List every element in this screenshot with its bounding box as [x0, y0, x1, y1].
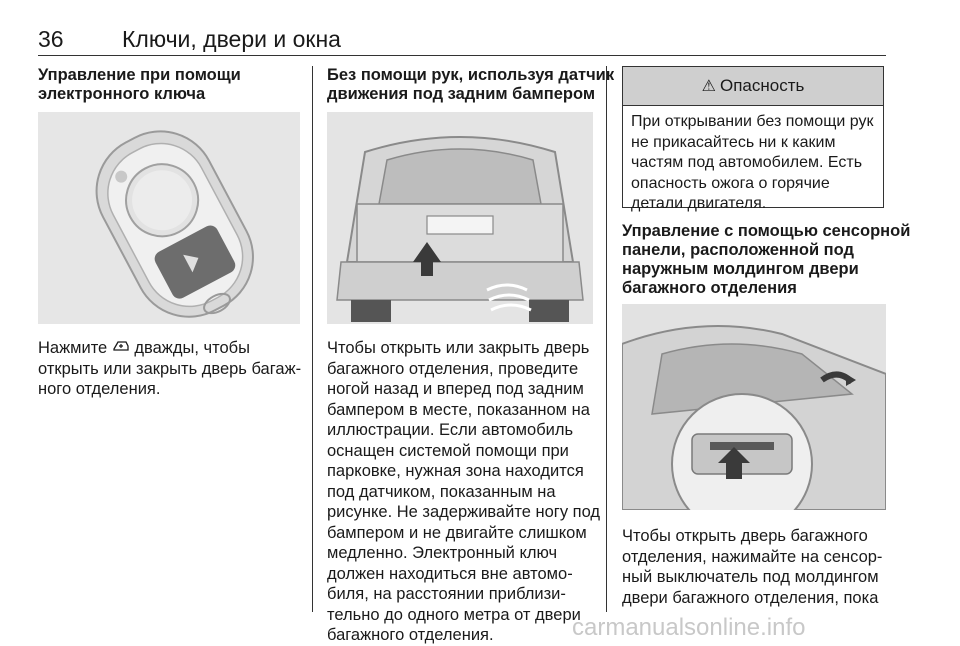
col2-text: Чтобы открыть или закрыть дверь багажного отделения, проведите ногой назад и вперед под задним бампером в месте, показанном на иллюстрации. Если автомобиль оснащен системой помощи при парковке, нужная зона находится под датчиком, показанным на рисунке. Не задерживайте ногу под бампером и не двигайте слишком медленно. Электронный ключ должен находиться вне автомо- биля, на расстоянии приблизи- тельно до одного метра от двери багажного отделения.: [327, 339, 601, 644]
page-number: 36: [38, 26, 64, 52]
warning-header: [623, 67, 883, 106]
touch-panel-illustration: [622, 304, 886, 510]
section-heading-electronic-key: Управление при помощи электронного ключа: [38, 66, 241, 103]
column-divider-1: [312, 66, 313, 612]
warning-text: При открывании без помощи рук не прикасайтесь ни к каким частям под автомобилем. Есть опасность ожога о горячие детали двигателя.: [631, 113, 874, 212]
col1-text: Нажмите дважды, чтобы открыть или закрыть дверь багаж- ного отделения.: [38, 339, 302, 398]
tailgate-hand-icon: [112, 338, 130, 359]
header-rule: [38, 55, 886, 56]
watermark: carmanualsonline.info: [572, 614, 806, 641]
page-title: Ключи, двери и окна: [122, 26, 341, 52]
rear-bumper-sensor-illustration: [327, 112, 593, 324]
key-fob-illustration: [38, 112, 300, 324]
warning-box: [622, 66, 884, 212]
column-divider-2: [606, 66, 607, 612]
col3-text: Чтобы открыть дверь багажного отделения, нажимайте на сенсор- ный выключатель под молдингом двери багажного отделения, пока: [622, 527, 883, 607]
warning-title: Опасность: [719, 76, 805, 95]
section-heading-touch-panel: Управление с помощью сенсорной панели, расположенной под наружным молдингом двери багажного отделения: [622, 222, 911, 297]
warning-triangle-icon: ⚠: [701, 78, 716, 95]
page-header: [38, 26, 886, 56]
section-heading-handsfree: Без помощи рук, используя датчик движения под задним бампером: [327, 66, 615, 103]
